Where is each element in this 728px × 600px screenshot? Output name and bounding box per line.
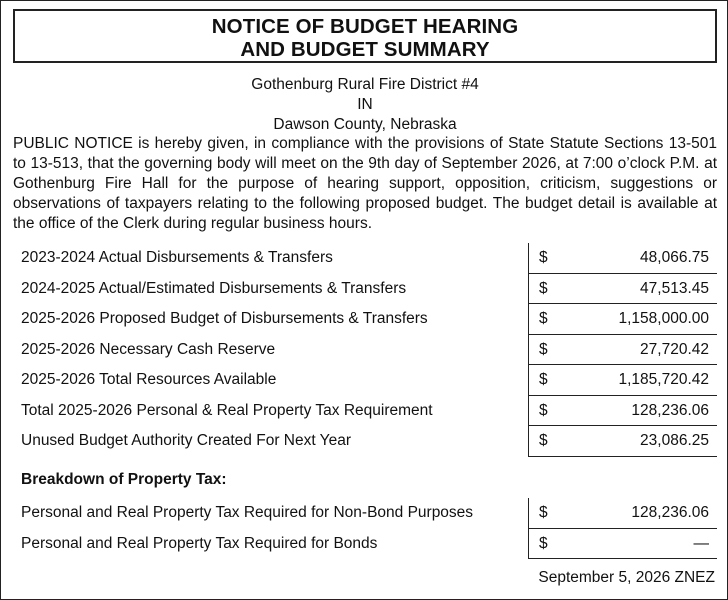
- table-row: [13, 529, 717, 560]
- table-row: [13, 426, 717, 457]
- table-row: [13, 243, 717, 274]
- row-amount: 1,158,000.00: [618, 310, 709, 327]
- table-row: [13, 365, 717, 396]
- entity-header: [1, 75, 728, 135]
- table-row: [13, 335, 717, 366]
- row-currency: $: [539, 279, 548, 297]
- row-amount: —: [693, 534, 709, 552]
- row-amount: 128,236.06: [631, 401, 709, 419]
- notice-title: [13, 9, 717, 63]
- row-label: 2025-2026 Proposed Budget of Disbursements & Transfers: [21, 310, 428, 327]
- row-currency: $: [539, 432, 548, 449]
- row-label: Total 2025-2026 Personal & Real Property Tax Requirement: [21, 401, 433, 419]
- row-label: Personal and Real Property Tax Required for Non-Bond Purposes: [21, 504, 474, 521]
- entity-name: Gothenburg Rural Fire District #4: [251, 76, 479, 93]
- row-rule: [529, 558, 717, 559]
- row-currency: $: [539, 504, 548, 521]
- title-line-1: NOTICE OF BUDGET HEARING: [211, 15, 519, 38]
- row-currency: $: [539, 340, 548, 358]
- row-label: Unused Budget Authority Created For Next Year: [21, 432, 352, 449]
- row-amount: 47,513.45: [640, 279, 709, 297]
- row-rule: [529, 456, 717, 457]
- row-label: Personal and Real Property Tax Required for Bonds: [21, 534, 378, 552]
- publication-date: September 5, 2026 ZNEZ: [538, 569, 715, 586]
- table-row: [13, 304, 717, 335]
- row-currency: $: [539, 310, 548, 327]
- row-amount: 48,066.75: [640, 249, 709, 266]
- entity-in: IN: [357, 96, 373, 113]
- title-line-2: AND BUDGET SUMMARY: [240, 38, 490, 61]
- row-amount: 1,185,720.42: [618, 371, 709, 388]
- row-label: 2025-2026 Necessary Cash Reserve: [21, 340, 276, 358]
- row-currency: $: [539, 401, 548, 419]
- row-currency: $: [539, 371, 548, 388]
- breakdown-heading: Breakdown of Property Tax:: [21, 471, 227, 488]
- row-amount: 128,236.06: [631, 504, 709, 521]
- table-row: [13, 274, 717, 305]
- table-row: [13, 396, 717, 427]
- row-currency: $: [539, 249, 548, 266]
- entity-county: Dawson County, Nebraska: [273, 116, 457, 133]
- budget-summary-table: [13, 243, 717, 457]
- row-currency: $: [539, 534, 548, 552]
- row-label: 2025-2026 Total Resources Available: [21, 371, 277, 388]
- table-row: [13, 498, 717, 529]
- breakdown-table: [13, 498, 717, 559]
- row-label: 2024-2025 Actual/Estimated Disbursements & Transfers: [21, 279, 407, 297]
- public-notice-text: PUBLIC NOTICE is hereby given, in compliance with the provisions of State Statute Sections 13-501 to 13-513, that the governing body will meet on the 9th day of September 2026, at 7:00 o’clock P.M. at Gothenburg Fire Hall for the purpose of hearing support, opposition, criticism, suggestions or observations of taxpayers relating to the following proposed budget. The budget detail is available at the office of the Clerk during regular business hours.: [13, 135, 717, 232]
- row-amount: 23,086.25: [640, 432, 709, 449]
- row-label: 2023-2024 Actual Disbursements & Transfers: [21, 249, 333, 266]
- row-amount: 27,720.42: [640, 340, 709, 358]
